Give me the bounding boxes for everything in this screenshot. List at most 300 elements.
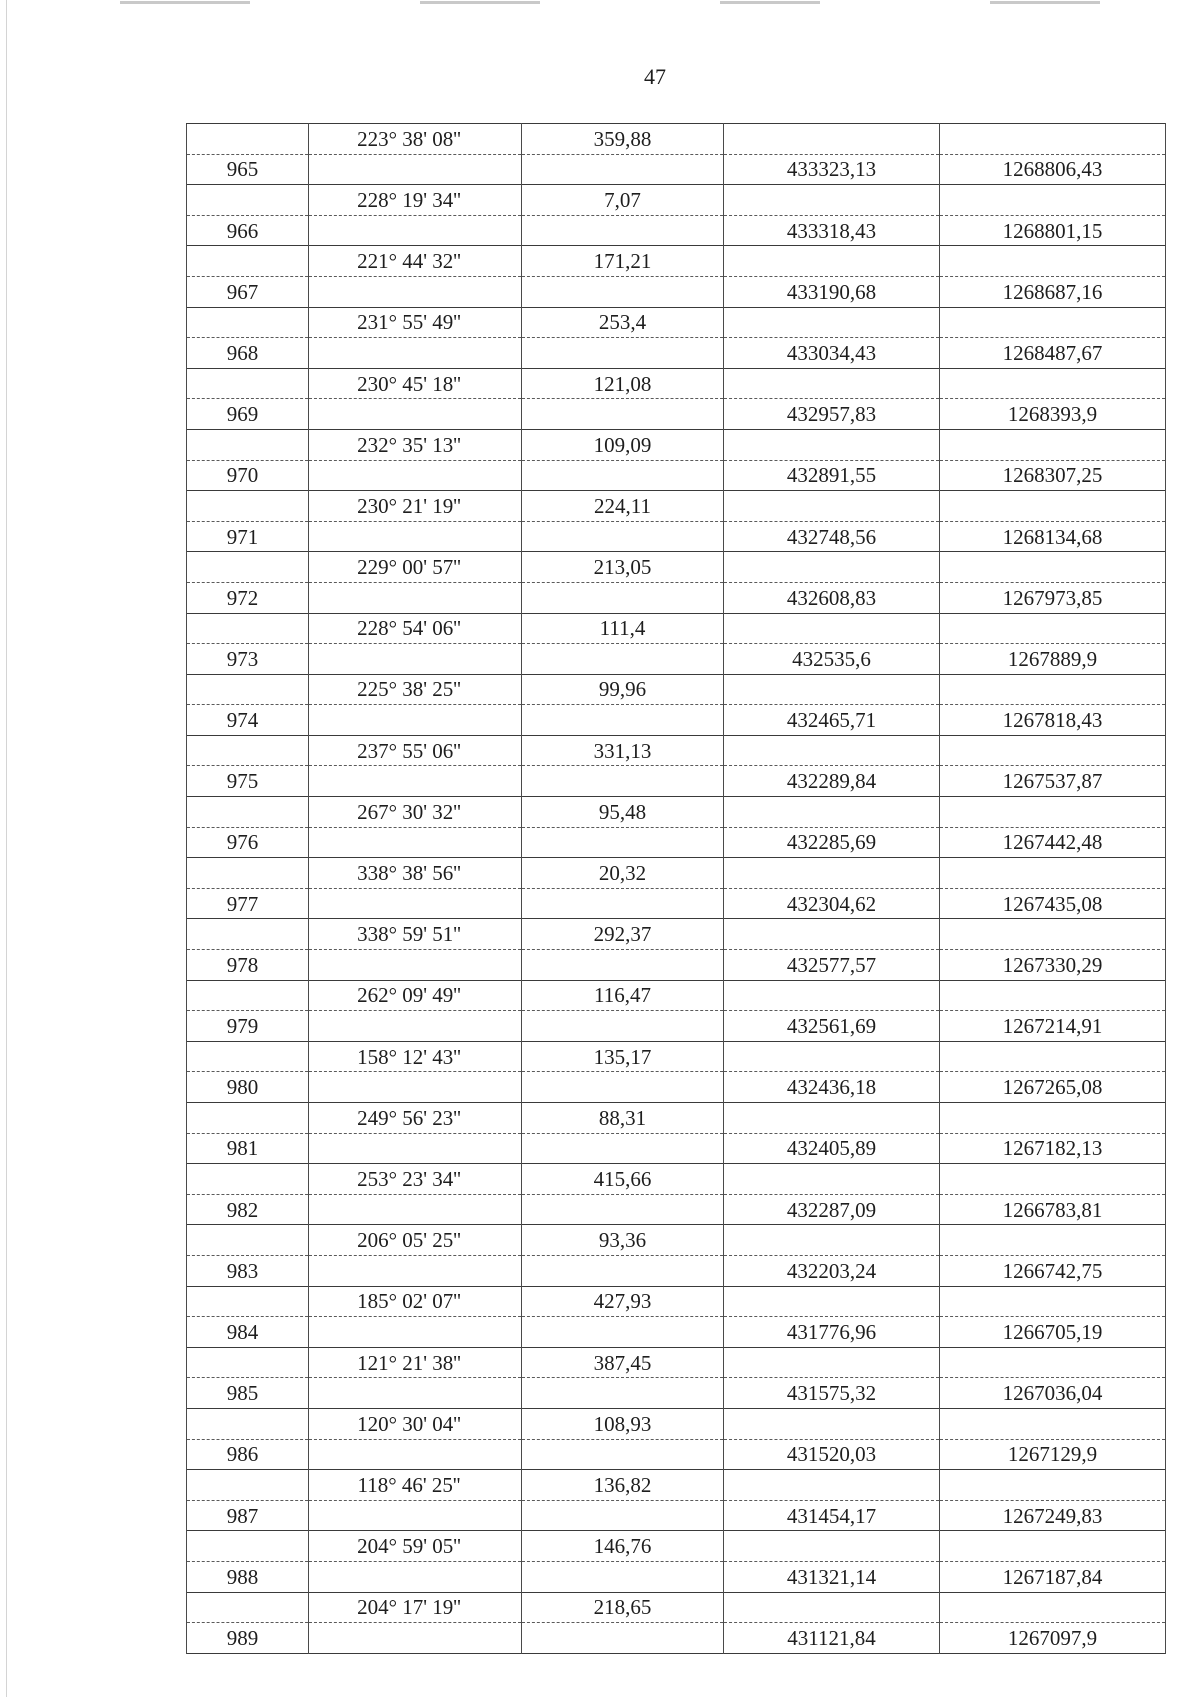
table-row-segment	[187, 1225, 1166, 1256]
y-coordinate-cell: 1268134,68	[940, 521, 1166, 552]
point-number-cell	[187, 1103, 309, 1134]
point-number-cell	[187, 246, 309, 277]
direction-angle-cell	[309, 1133, 522, 1164]
point-number-cell	[187, 1286, 309, 1317]
point-number-cell	[187, 368, 309, 399]
table-row-point	[187, 1500, 1166, 1531]
direction-angle-cell	[309, 215, 522, 246]
distance-cell: 136,82	[522, 1470, 724, 1501]
direction-angle-cell	[309, 705, 522, 736]
point-number-cell: 969	[187, 399, 309, 430]
table-row-segment	[187, 613, 1166, 644]
y-coordinate-cell	[940, 919, 1166, 950]
distance-cell: 111,4	[522, 613, 724, 644]
direction-angle-cell: 206° 05' 25''	[309, 1225, 522, 1256]
x-coordinate-cell: 431121,84	[724, 1623, 940, 1654]
table-row-point	[187, 338, 1166, 369]
x-coordinate-cell	[724, 429, 940, 460]
x-coordinate-cell	[724, 1041, 940, 1072]
table-row-point	[187, 1255, 1166, 1286]
direction-angle-cell	[309, 1500, 522, 1531]
distance-cell	[522, 644, 724, 675]
point-number-cell: 983	[187, 1255, 309, 1286]
y-coordinate-cell	[940, 674, 1166, 705]
y-coordinate-cell: 1268307,25	[940, 460, 1166, 491]
table-row-segment	[187, 307, 1166, 338]
direction-angle-cell: 262° 09' 49''	[309, 980, 522, 1011]
y-coordinate-cell: 1267182,13	[940, 1133, 1166, 1164]
x-coordinate-cell: 432891,55	[724, 460, 940, 491]
x-coordinate-cell	[724, 1592, 940, 1623]
table-row-point	[187, 1011, 1166, 1042]
x-coordinate-cell: 432561,69	[724, 1011, 940, 1042]
table-row-point	[187, 154, 1166, 185]
table-row-segment	[187, 980, 1166, 1011]
point-number-cell: 973	[187, 644, 309, 675]
direction-angle-cell	[309, 888, 522, 919]
point-number-cell: 978	[187, 950, 309, 981]
x-coordinate-cell: 431776,96	[724, 1317, 940, 1348]
distance-cell	[522, 338, 724, 369]
table-row-segment	[187, 1470, 1166, 1501]
direction-angle-cell: 158° 12' 43''	[309, 1041, 522, 1072]
x-coordinate-cell	[724, 1286, 940, 1317]
x-coordinate-cell: 433318,43	[724, 215, 940, 246]
point-number-cell: 976	[187, 827, 309, 858]
x-coordinate-cell	[724, 674, 940, 705]
distance-cell	[522, 827, 724, 858]
y-coordinate-cell	[940, 429, 1166, 460]
direction-angle-cell	[309, 1623, 522, 1654]
scan-edge-artifacts	[0, 0, 1200, 6]
direction-angle-cell	[309, 1194, 522, 1225]
y-coordinate-cell: 1267537,87	[940, 766, 1166, 797]
direction-angle-cell	[309, 276, 522, 307]
y-coordinate-cell: 1267187,84	[940, 1561, 1166, 1592]
distance-cell	[522, 1439, 724, 1470]
table-row-point	[187, 1561, 1166, 1592]
point-number-cell	[187, 797, 309, 828]
point-number-cell	[187, 552, 309, 583]
distance-cell	[522, 1194, 724, 1225]
x-coordinate-cell	[724, 368, 940, 399]
direction-angle-cell: 232° 35' 13''	[309, 429, 522, 460]
distance-cell	[522, 1623, 724, 1654]
table-row-point	[187, 521, 1166, 552]
y-coordinate-cell	[940, 368, 1166, 399]
distance-cell: 331,13	[522, 735, 724, 766]
table-row-point	[187, 1378, 1166, 1409]
y-coordinate-cell: 1267442,48	[940, 827, 1166, 858]
y-coordinate-cell: 1268393,9	[940, 399, 1166, 430]
direction-angle-cell: 228° 54' 06''	[309, 613, 522, 644]
point-number-cell: 974	[187, 705, 309, 736]
direction-angle-cell	[309, 1317, 522, 1348]
y-coordinate-cell: 1267435,08	[940, 888, 1166, 919]
distance-cell: 253,4	[522, 307, 724, 338]
x-coordinate-cell	[724, 491, 940, 522]
distance-cell: 427,93	[522, 1286, 724, 1317]
y-coordinate-cell	[940, 1347, 1166, 1378]
direction-angle-cell: 229° 00' 57''	[309, 552, 522, 583]
x-coordinate-cell	[724, 307, 940, 338]
table-row-segment	[187, 1164, 1166, 1195]
y-coordinate-cell	[940, 1164, 1166, 1195]
x-coordinate-cell: 432304,62	[724, 888, 940, 919]
distance-cell: 224,11	[522, 491, 724, 522]
direction-angle-cell	[309, 644, 522, 675]
x-coordinate-cell	[724, 1225, 940, 1256]
y-coordinate-cell: 1267889,9	[940, 644, 1166, 675]
distance-cell: 116,47	[522, 980, 724, 1011]
direction-angle-cell: 253° 23' 34''	[309, 1164, 522, 1195]
x-coordinate-cell	[724, 246, 940, 277]
coordinates-table-body	[187, 124, 1166, 1654]
distance-cell	[522, 399, 724, 430]
distance-cell: 387,45	[522, 1347, 724, 1378]
direction-angle-cell	[309, 950, 522, 981]
table-row-point	[187, 827, 1166, 858]
x-coordinate-cell: 432289,84	[724, 766, 940, 797]
distance-cell	[522, 582, 724, 613]
y-coordinate-cell: 1267249,83	[940, 1500, 1166, 1531]
point-number-cell	[187, 429, 309, 460]
direction-angle-cell	[309, 1439, 522, 1470]
table-row-segment	[187, 1041, 1166, 1072]
y-coordinate-cell	[940, 1041, 1166, 1072]
point-number-cell	[187, 735, 309, 766]
point-number-cell	[187, 307, 309, 338]
distance-cell	[522, 705, 724, 736]
direction-angle-cell	[309, 338, 522, 369]
distance-cell	[522, 1500, 724, 1531]
direction-angle-cell: 223° 38' 08''	[309, 124, 522, 155]
distance-cell: 99,96	[522, 674, 724, 705]
direction-angle-cell: 120° 30' 04''	[309, 1408, 522, 1439]
direction-angle-cell	[309, 582, 522, 613]
direction-angle-cell: 118° 46' 25''	[309, 1470, 522, 1501]
direction-angle-cell: 204° 17' 19''	[309, 1592, 522, 1623]
table-row-point	[187, 215, 1166, 246]
y-coordinate-cell	[940, 980, 1166, 1011]
y-coordinate-cell	[940, 124, 1166, 155]
x-coordinate-cell: 431575,32	[724, 1378, 940, 1409]
distance-cell: 213,05	[522, 552, 724, 583]
direction-angle-cell: 338° 59' 51''	[309, 919, 522, 950]
point-number-cell	[187, 613, 309, 644]
x-coordinate-cell: 432287,09	[724, 1194, 940, 1225]
y-coordinate-cell: 1268487,67	[940, 338, 1166, 369]
table-row-point	[187, 1623, 1166, 1654]
table-row-segment	[187, 919, 1166, 950]
point-number-cell	[187, 674, 309, 705]
y-coordinate-cell	[940, 1531, 1166, 1562]
table-row-point	[187, 460, 1166, 491]
y-coordinate-cell: 1268806,43	[940, 154, 1166, 185]
x-coordinate-cell: 432535,6	[724, 644, 940, 675]
y-coordinate-cell	[940, 1286, 1166, 1317]
distance-cell	[522, 950, 724, 981]
y-coordinate-cell: 1267214,91	[940, 1011, 1166, 1042]
point-number-cell	[187, 185, 309, 216]
point-number-cell	[187, 858, 309, 889]
table-row-point	[187, 1072, 1166, 1103]
point-number-cell: 966	[187, 215, 309, 246]
table-row-segment	[187, 1408, 1166, 1439]
y-coordinate-cell: 1266705,19	[940, 1317, 1166, 1348]
direction-angle-cell	[309, 460, 522, 491]
x-coordinate-cell: 432465,71	[724, 705, 940, 736]
distance-cell	[522, 154, 724, 185]
x-coordinate-cell	[724, 797, 940, 828]
x-coordinate-cell	[724, 919, 940, 950]
page-number: 47	[644, 64, 666, 89]
point-number-cell: 985	[187, 1378, 309, 1409]
x-coordinate-cell: 433034,43	[724, 338, 940, 369]
x-coordinate-cell: 432748,56	[724, 521, 940, 552]
direction-angle-cell: 267° 30' 32''	[309, 797, 522, 828]
y-coordinate-cell	[940, 491, 1166, 522]
x-coordinate-cell	[724, 124, 940, 155]
point-number-cell	[187, 1531, 309, 1562]
y-coordinate-cell: 1267330,29	[940, 950, 1166, 981]
x-coordinate-cell: 431454,17	[724, 1500, 940, 1531]
table-row-segment	[187, 1347, 1166, 1378]
direction-angle-cell	[309, 1255, 522, 1286]
y-coordinate-cell	[940, 185, 1166, 216]
table-row-segment	[187, 552, 1166, 583]
distance-cell: 7,07	[522, 185, 724, 216]
x-coordinate-cell	[724, 1164, 940, 1195]
x-coordinate-cell: 433190,68	[724, 276, 940, 307]
table-row-point	[187, 582, 1166, 613]
point-number-cell: 975	[187, 766, 309, 797]
direction-angle-cell: 204° 59' 05''	[309, 1531, 522, 1562]
direction-angle-cell	[309, 1561, 522, 1592]
direction-angle-cell: 230° 45' 18''	[309, 368, 522, 399]
x-coordinate-cell: 432203,24	[724, 1255, 940, 1286]
distance-cell: 93,36	[522, 1225, 724, 1256]
x-coordinate-cell	[724, 1347, 940, 1378]
distance-cell	[522, 1378, 724, 1409]
distance-cell: 88,31	[522, 1103, 724, 1134]
point-number-cell	[187, 491, 309, 522]
distance-cell: 292,37	[522, 919, 724, 950]
x-coordinate-cell	[724, 185, 940, 216]
point-number-cell: 967	[187, 276, 309, 307]
distance-cell	[522, 460, 724, 491]
point-number-cell	[187, 980, 309, 1011]
table-row-point	[187, 399, 1166, 430]
scan-margin-line	[6, 0, 7, 1697]
distance-cell: 171,21	[522, 246, 724, 277]
table-row-segment	[187, 124, 1166, 155]
direction-angle-cell: 237° 55' 06''	[309, 735, 522, 766]
direction-angle-cell: 230° 21' 19''	[309, 491, 522, 522]
table-row-segment	[187, 1592, 1166, 1623]
distance-cell	[522, 215, 724, 246]
table-row-point	[187, 1133, 1166, 1164]
x-coordinate-cell	[724, 858, 940, 889]
x-coordinate-cell: 432608,83	[724, 582, 940, 613]
direction-angle-cell	[309, 399, 522, 430]
table-row-segment	[187, 246, 1166, 277]
point-number-cell	[187, 1164, 309, 1195]
direction-angle-cell	[309, 766, 522, 797]
distance-cell	[522, 888, 724, 919]
point-number-cell	[187, 1347, 309, 1378]
x-coordinate-cell	[724, 1103, 940, 1134]
y-coordinate-cell	[940, 1103, 1166, 1134]
distance-cell	[522, 521, 724, 552]
y-coordinate-cell: 1266783,81	[940, 1194, 1166, 1225]
table-row-segment	[187, 674, 1166, 705]
y-coordinate-cell	[940, 1592, 1166, 1623]
table-row-segment	[187, 1286, 1166, 1317]
point-number-cell: 981	[187, 1133, 309, 1164]
distance-cell: 146,76	[522, 1531, 724, 1562]
distance-cell	[522, 1255, 724, 1286]
table-row-segment	[187, 735, 1166, 766]
x-coordinate-cell	[724, 1408, 940, 1439]
direction-angle-cell	[309, 1072, 522, 1103]
point-number-cell: 989	[187, 1623, 309, 1654]
y-coordinate-cell	[940, 552, 1166, 583]
x-coordinate-cell: 432577,57	[724, 950, 940, 981]
y-coordinate-cell	[940, 613, 1166, 644]
point-number-cell	[187, 1408, 309, 1439]
direction-angle-cell: 228° 19' 34''	[309, 185, 522, 216]
direction-angle-cell	[309, 154, 522, 185]
distance-cell: 359,88	[522, 124, 724, 155]
x-coordinate-cell: 431321,14	[724, 1561, 940, 1592]
table-row-point	[187, 950, 1166, 981]
table-row-segment	[187, 491, 1166, 522]
distance-cell	[522, 276, 724, 307]
direction-angle-cell	[309, 827, 522, 858]
point-number-cell	[187, 1041, 309, 1072]
direction-angle-cell	[309, 1011, 522, 1042]
x-coordinate-cell	[724, 552, 940, 583]
x-coordinate-cell	[724, 1531, 940, 1562]
point-number-cell: 986	[187, 1439, 309, 1470]
table-row-segment	[187, 1531, 1166, 1562]
point-number-cell: 970	[187, 460, 309, 491]
x-coordinate-cell: 432405,89	[724, 1133, 940, 1164]
table-row-segment	[187, 368, 1166, 399]
distance-cell	[522, 1561, 724, 1592]
point-number-cell: 987	[187, 1500, 309, 1531]
table-row-segment	[187, 429, 1166, 460]
x-coordinate-cell: 432957,83	[724, 399, 940, 430]
distance-cell: 121,08	[522, 368, 724, 399]
table-row-point	[187, 705, 1166, 736]
y-coordinate-cell: 1267818,43	[940, 705, 1166, 736]
direction-angle-cell: 231° 55' 49''	[309, 307, 522, 338]
direction-angle-cell	[309, 1378, 522, 1409]
y-coordinate-cell	[940, 858, 1166, 889]
point-number-cell: 971	[187, 521, 309, 552]
x-coordinate-cell	[724, 980, 940, 1011]
point-number-cell: 977	[187, 888, 309, 919]
distance-cell	[522, 1133, 724, 1164]
x-coordinate-cell: 432285,69	[724, 827, 940, 858]
distance-cell: 20,32	[522, 858, 724, 889]
direction-angle-cell: 249° 56' 23''	[309, 1103, 522, 1134]
x-coordinate-cell: 431520,03	[724, 1439, 940, 1470]
point-number-cell: 968	[187, 338, 309, 369]
y-coordinate-cell: 1267036,04	[940, 1378, 1166, 1409]
point-number-cell: 982	[187, 1194, 309, 1225]
coordinates-table	[186, 123, 1166, 1654]
y-coordinate-cell	[940, 1408, 1166, 1439]
table-row-point	[187, 1194, 1166, 1225]
distance-cell: 218,65	[522, 1592, 724, 1623]
distance-cell	[522, 1072, 724, 1103]
distance-cell	[522, 1317, 724, 1348]
table-row-segment	[187, 185, 1166, 216]
distance-cell: 135,17	[522, 1041, 724, 1072]
y-coordinate-cell	[940, 797, 1166, 828]
table-row-point	[187, 888, 1166, 919]
table-row-point	[187, 276, 1166, 307]
distance-cell: 109,09	[522, 429, 724, 460]
y-coordinate-cell: 1266742,75	[940, 1255, 1166, 1286]
direction-angle-cell: 221° 44' 32''	[309, 246, 522, 277]
point-number-cell	[187, 919, 309, 950]
direction-angle-cell: 185° 02' 07''	[309, 1286, 522, 1317]
distance-cell	[522, 1011, 724, 1042]
x-coordinate-cell: 432436,18	[724, 1072, 940, 1103]
point-number-cell	[187, 1470, 309, 1501]
distance-cell: 415,66	[522, 1164, 724, 1195]
y-coordinate-cell	[940, 1470, 1166, 1501]
table-row-point	[187, 644, 1166, 675]
y-coordinate-cell: 1268801,15	[940, 215, 1166, 246]
distance-cell: 108,93	[522, 1408, 724, 1439]
point-number-cell	[187, 1225, 309, 1256]
y-coordinate-cell: 1267097,9	[940, 1623, 1166, 1654]
table-row-point	[187, 766, 1166, 797]
x-coordinate-cell: 433323,13	[724, 154, 940, 185]
table-row-point	[187, 1317, 1166, 1348]
distance-cell	[522, 766, 724, 797]
point-number-cell: 972	[187, 582, 309, 613]
table-row-segment	[187, 797, 1166, 828]
point-number-cell	[187, 1592, 309, 1623]
point-number-cell: 979	[187, 1011, 309, 1042]
y-coordinate-cell	[940, 307, 1166, 338]
x-coordinate-cell	[724, 735, 940, 766]
point-number-cell: 984	[187, 1317, 309, 1348]
y-coordinate-cell: 1267129,9	[940, 1439, 1166, 1470]
point-number-cell: 965	[187, 154, 309, 185]
y-coordinate-cell: 1267973,85	[940, 582, 1166, 613]
y-coordinate-cell	[940, 1225, 1166, 1256]
table-row-segment	[187, 858, 1166, 889]
y-coordinate-cell: 1268687,16	[940, 276, 1166, 307]
point-number-cell: 988	[187, 1561, 309, 1592]
distance-cell: 95,48	[522, 797, 724, 828]
direction-angle-cell: 338° 38' 56''	[309, 858, 522, 889]
direction-angle-cell: 121° 21' 38''	[309, 1347, 522, 1378]
direction-angle-cell: 225° 38' 25''	[309, 674, 522, 705]
point-number-cell	[187, 124, 309, 155]
y-coordinate-cell	[940, 246, 1166, 277]
table-row-point	[187, 1439, 1166, 1470]
y-coordinate-cell	[940, 735, 1166, 766]
x-coordinate-cell	[724, 1470, 940, 1501]
